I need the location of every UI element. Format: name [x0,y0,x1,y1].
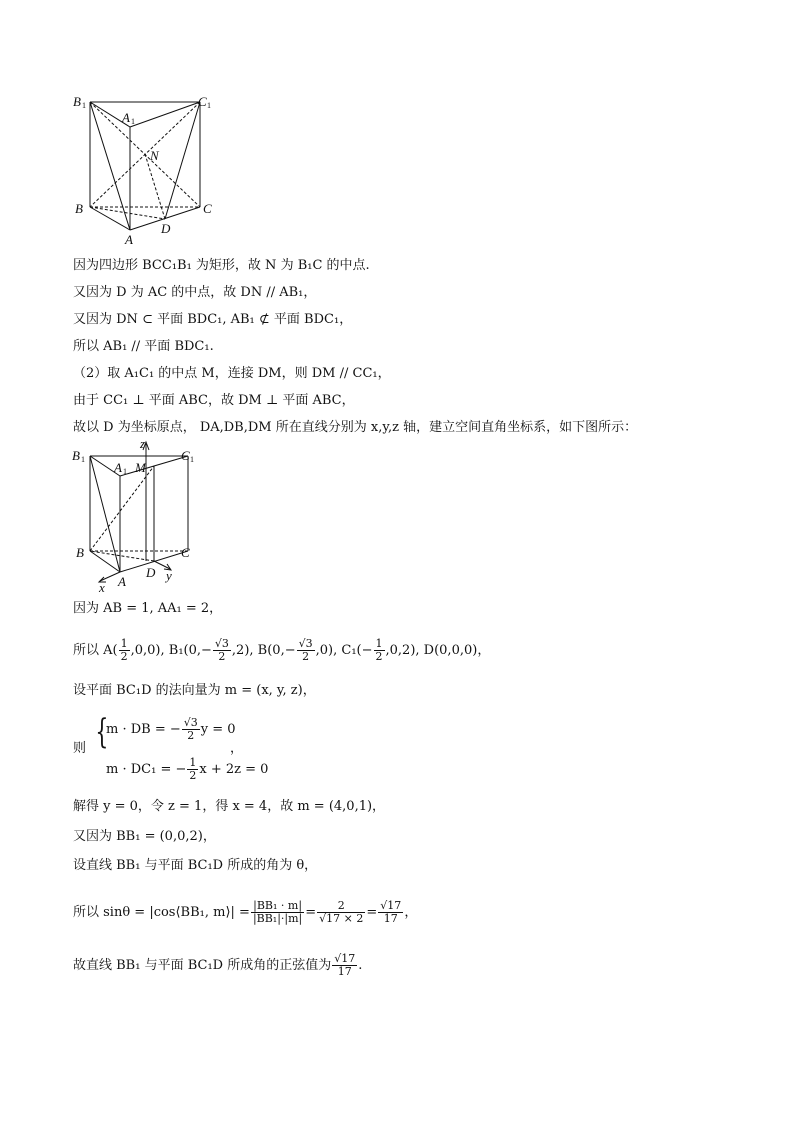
label-B1-sub: 1 [82,101,86,110]
fraction [182,717,200,742]
label-B: B [75,201,83,216]
text-seg: , B [249,643,268,658]
calc-seg: = [305,905,317,920]
calc-seg: = [366,905,378,920]
label-A1-sub: 1 [123,467,127,476]
coord-pre: ( [112,643,118,658]
frac-den: 17 [383,912,398,925]
label-D: D [161,221,171,236]
label-M: M [135,460,146,475]
fraction [378,900,403,925]
label-A1: A [114,460,122,475]
frac-den: √17 × 2 [319,912,364,925]
text-seg: 所以 A [73,643,113,658]
coord-post: ,0,2) [385,643,416,658]
conclusion-seg: . [358,958,363,973]
equation-1 [106,717,236,742]
text-line-7: 故以 D 为坐标原点， DA,DB,DM 所在直线分别为 x,y,z 轴，建立空间直角坐标系，如下图所示： [73,420,638,435]
coord-post: ,0,0) [130,643,161,658]
text-seg: , B₁ [160,643,184,658]
frac-den: 2 [187,729,195,742]
frac-den: 2 [218,650,226,663]
system-comma: ， [230,741,244,756]
frac-den: |BB₁|·|m| [252,912,303,925]
calc-seg: ， [404,905,418,920]
label-C1: C [181,448,190,463]
frac-den: 2 [189,769,197,782]
prism-figure-1 [70,92,220,252]
calc-seg: 所以 sinθ = |cos⟨BB₁, m⟩| = [73,905,250,920]
frac-num: √17 [380,899,402,912]
conclusion-line [73,953,362,978]
fraction [332,953,357,978]
label-N: N [150,148,159,163]
frac-num: 1 [375,637,383,650]
text-line-5: （2）取 A₁C₁ 的中点 M，连接 DM，则 DM // CC₁， [73,366,391,381]
label-C1: C [198,94,207,109]
frac-num: √3 [183,716,198,729]
coord-pre: (− [356,643,373,658]
label-C1-sub: 1 [190,455,194,464]
system-brace: { [95,712,109,752]
frac-den: 17 [337,965,352,978]
frac-den: 2 [302,650,310,663]
label-B1: B [73,94,81,109]
label-A: A [118,574,126,589]
fraction [317,900,365,925]
eq-seg: m · DC₁ = − [106,762,187,777]
text-seg: , C₁ [333,643,357,658]
label-B1: B [72,448,80,463]
frac-den: 2 [120,650,128,663]
coord-post: ,0) [315,643,334,658]
equation-2 [106,757,268,782]
fraction [374,638,385,663]
label-D: D [146,565,156,580]
fraction [251,900,304,925]
label-A1-sub: 1 [131,117,135,126]
text-line-3: 又因为 DN ⊂ 平面 BDC₁, AB₁ ⊄ 平面 BDC₁， [73,312,353,327]
axis-z-label: z [140,436,146,451]
text-line-14: 设直线 BB₁ 与平面 BC₁D 所成的角为 θ， [73,858,318,873]
points-coordinates-line [73,638,490,663]
text-line-4: 所以 AB₁ // 平面 BDC₁. [73,339,214,354]
coord-post: ,2) [231,643,250,658]
sine-calc-line [73,900,417,925]
fraction [297,638,315,663]
frac-num: √17 [334,952,356,965]
text-line-6: 由于 CC₁ ⊥ 平面 ABC，故 DM ⊥ 平面 ABC， [73,393,355,408]
frac-num: √3 [214,637,229,650]
text-line-13: 又因为 BB₁ = (0,0,2)， [73,829,216,844]
label-C: C [181,545,190,560]
frac-num: 1 [120,637,128,650]
eq-seg: x + 2z = 0 [199,762,269,777]
prism-figure-2 [70,436,220,596]
frac-num: |BB₁ · m| [251,900,304,913]
text-line-10: 设平面 BC₁D 的法向量为 m = (x, y, z)， [73,683,316,698]
fraction [213,638,231,663]
text-line-1: 因为四边形 BCC₁B₁ 为矩形，故 N 为 B₁C 的中点. [73,258,370,273]
text-line-8: 因为 AB = 1, AA₁ = 2， [73,601,223,616]
frac-num: 2 [317,900,365,913]
label-C1-sub: 1 [207,101,211,110]
label-A1: A [122,110,130,125]
text-line-12: 解得 y = 0，令 z = 1，得 x = 4，故 m = (4,0,1)， [73,799,386,814]
frac-den: 2 [375,650,383,663]
label-B: B [76,545,84,560]
label-C: C [203,201,212,216]
text-line-2: 又因为 D 为 AC 的中点，故 DN // AB₁， [73,285,317,300]
system-lead: 则 [73,741,87,756]
fraction [187,757,198,782]
fraction [119,638,130,663]
frac-num: 1 [189,756,197,769]
axis-x-label: x [99,580,105,595]
conclusion-seg: 故直线 BB₁ 与平面 BC₁D 所成角的正弦值为 [73,958,332,973]
coord-pre: (0,− [267,643,296,658]
coord-pre: (0,− [183,643,212,658]
frac-num: √3 [298,637,313,650]
text-seg: , D(0,0,0)， [415,643,491,658]
label-B1-sub: 1 [81,455,85,464]
axis-y-label: y [166,568,172,583]
label-A: A [125,232,133,247]
eq-seg: y = 0 [200,722,236,737]
eq-seg: m · DB = − [106,722,181,737]
